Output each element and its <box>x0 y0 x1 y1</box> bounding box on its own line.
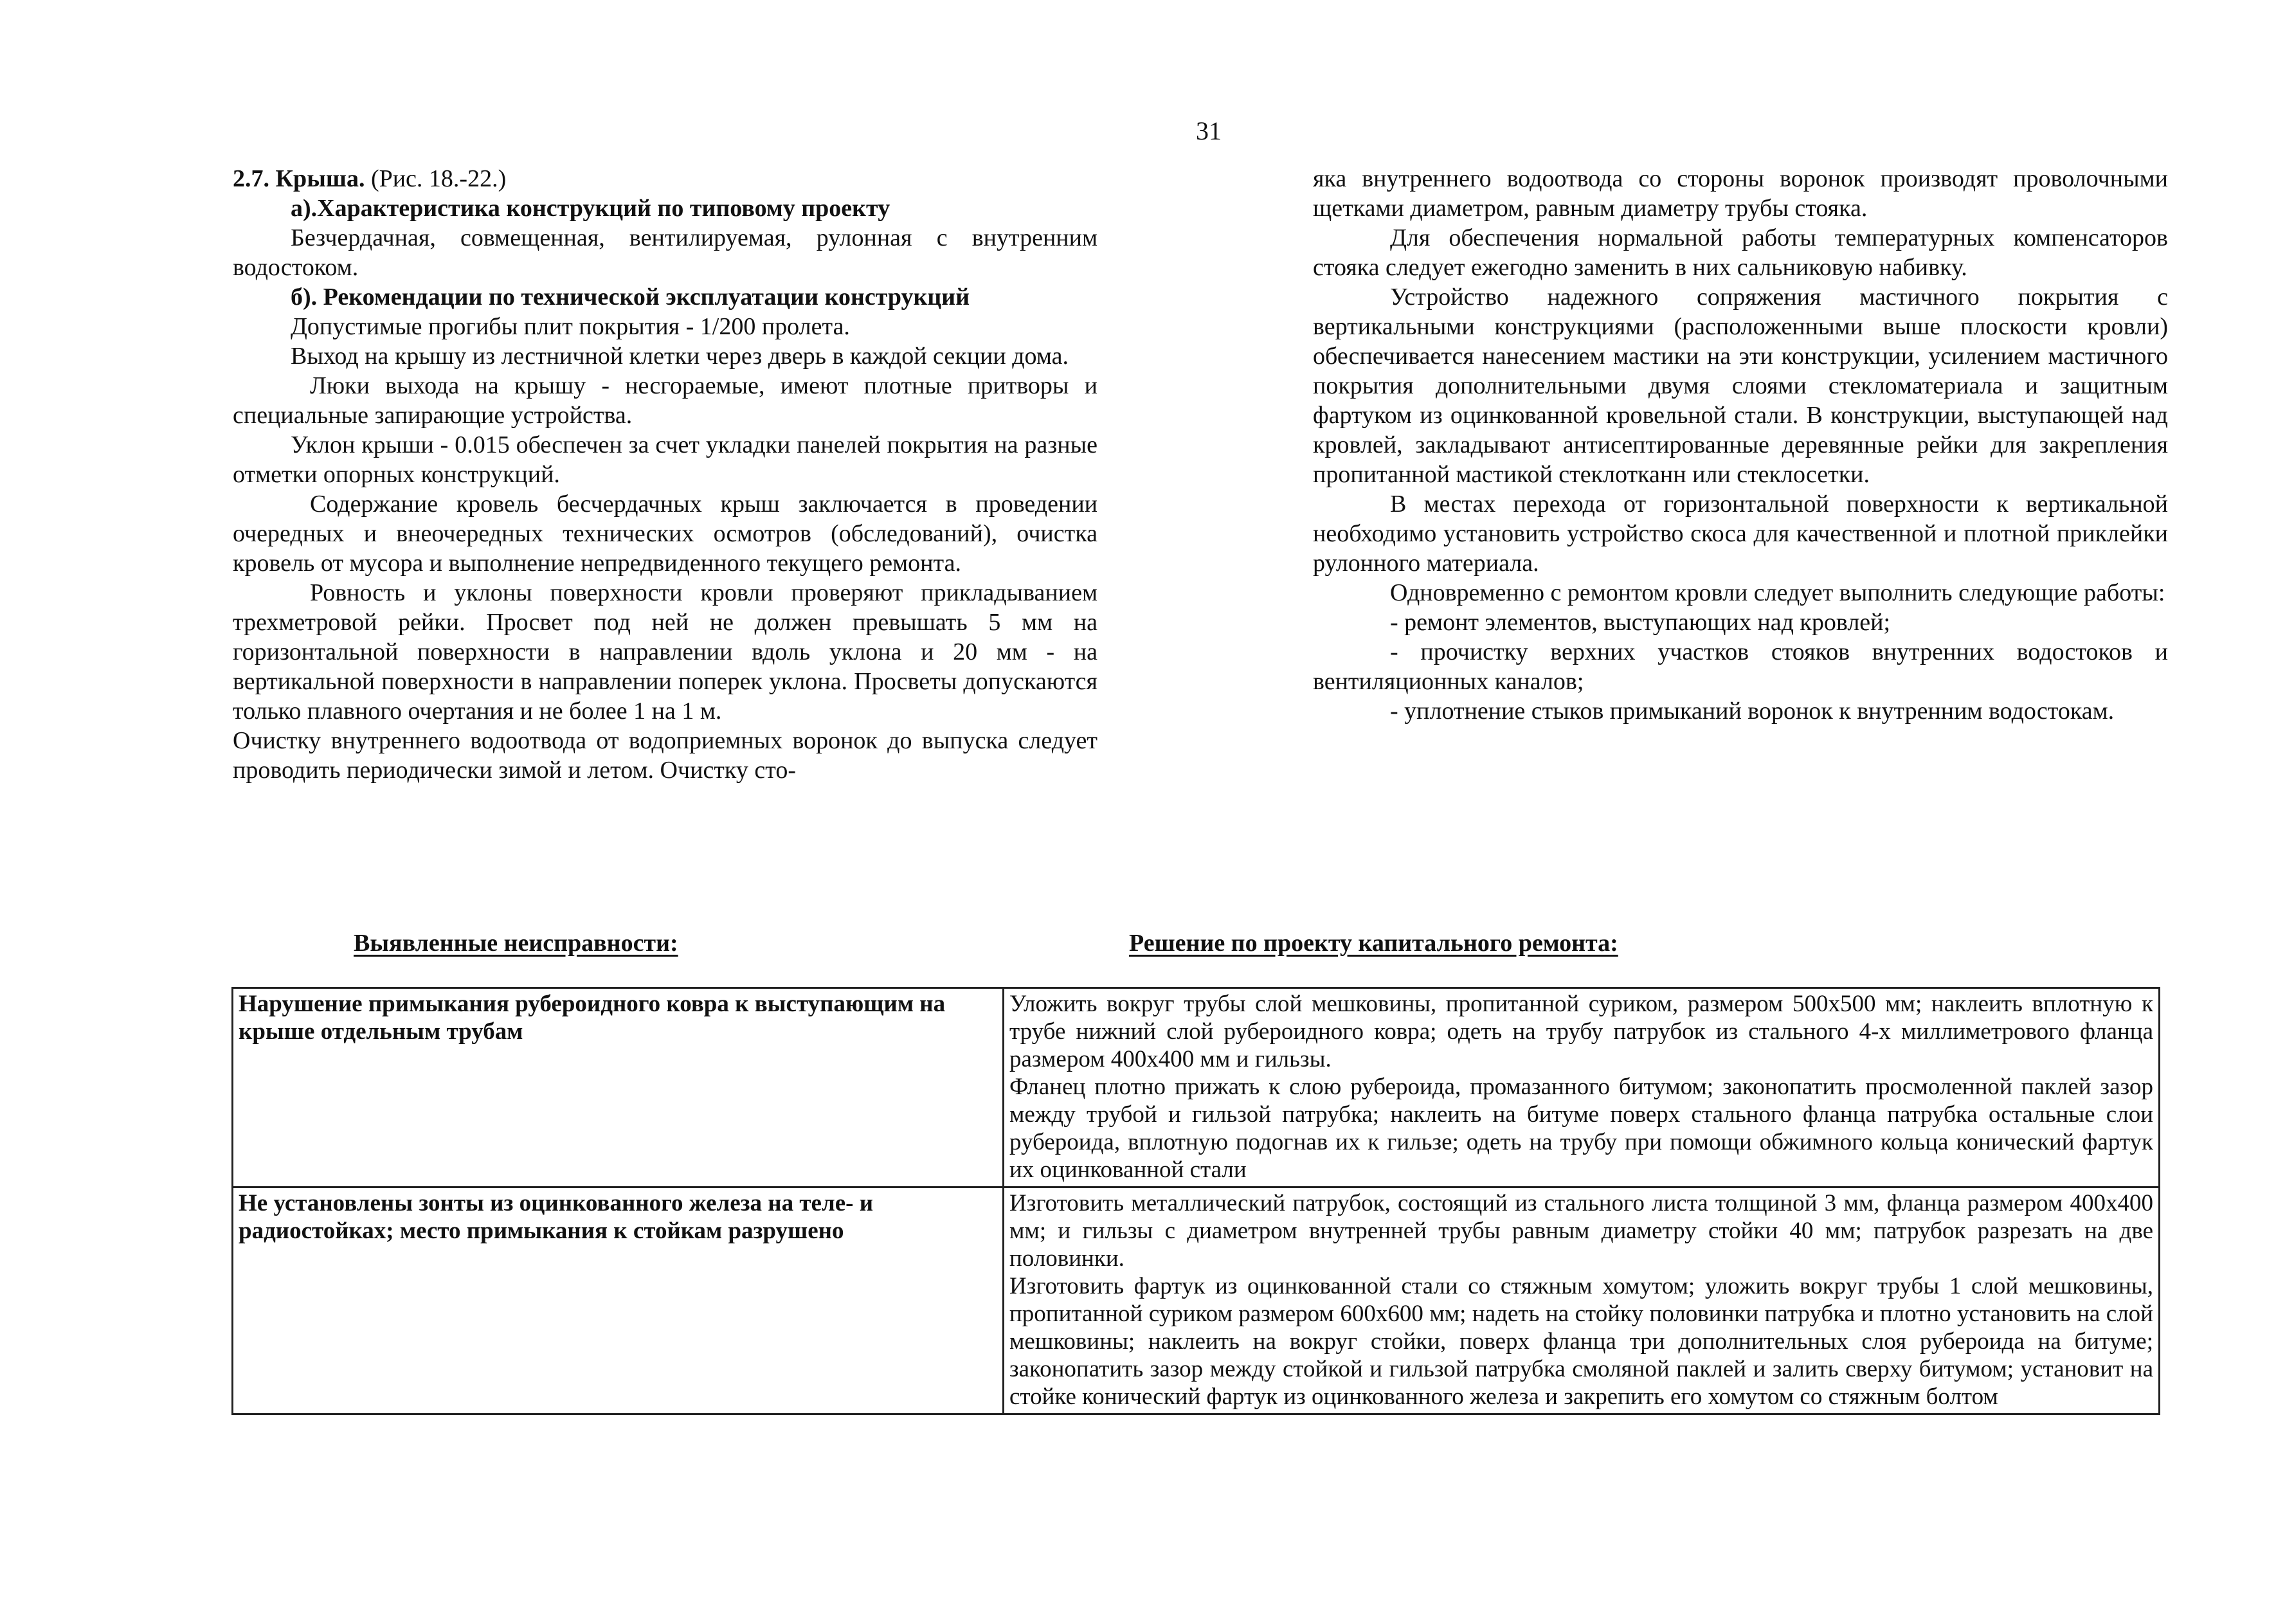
defects-heading: Выявленные неисправности: <box>354 930 678 957</box>
solution-paragraph: Изготовить металлический патрубок, состоящий из стального листа толщиной 3 мм, фланца размером 400х400 мм; и гильзы с диаметром внутренней трубы равным диаметру стойки 40 мм; патрубок разрезать на две половинки. <box>1009 1190 2153 1272</box>
solution-cell <box>1004 1187 2160 1414</box>
solution-paragraph: Изготовить фартук из оцинкованной стали со стяжным хомутом; уложить вокруг трубы 1 слой мешковины, пропитанной суриком размером 600х600 мм; надеть на стойку половинки патрубка и плотно установить на слой мешковины; наклеить на вокруг стойки, поверх фланца три дополнительных слоя рубероида на битуме; законопатить зазор между стойкой и гильзой патрубка смоляной паклей и залить сверху битумом; установит на стойке конический фартук из оцинкованного железа и закрепить его хомутом со стяжным болтом <box>1009 1273 2153 1410</box>
page-number: 31 <box>1196 116 1222 145</box>
list-item: - прочистку верхних участков стояков внутренних водостоков и вентиляционных каналов; <box>1313 638 2168 695</box>
solutions-heading: Решение по проекту капитального ремонта: <box>1129 930 1618 957</box>
solution-cell <box>1004 988 2160 1187</box>
table-row <box>233 1187 2160 1414</box>
solution-paragraph: Уложить вокруг трубы слой мешковины, пропитанной суриком, размером 500х500 мм; наклеить вплотную к трубе нижний слой рубероидного ковра; одеть на трубу патрубок из стального 4-х миллиметрового фланца размером 400х400 мм и гильзы. <box>1009 991 2153 1072</box>
defects-table <box>231 987 2160 1415</box>
paragraph: Содержание кровель бесчердачных крыш заключается в проведении очередных и внеочередных технических осмотров (обследований), очистка кровель от мусора и выполнение непредвиденного текущего ремонта. <box>233 491 1097 577</box>
paragraph: Уклон крыши - 0.015 обеспечен за счет укладки панелей покрытия на разные отметки опорных конструкций. <box>233 431 1097 488</box>
paragraph: Люки выхода на крышу - несгораемые, имеют плотные притворы и специальные запирающие устройства. <box>233 372 1097 429</box>
paragraph: Выход на крышу из лестничной клетки через дверь в каждой секции дома. <box>291 343 1069 370</box>
defect-cell: Нарушение примыкания рубероидного ковра к выступающим на крыше отдельным трубам <box>233 988 1004 1187</box>
paragraph: Очистку внутреннего водоотвода от водоприемных воронок до выпуска следует проводить периодически зимой и летом. Очистку сто- <box>233 727 1097 784</box>
section-title: 2.7. Крыша. <box>233 165 365 192</box>
left-column <box>233 164 1097 785</box>
subsection-a-heading: а).Характеристика конструкций по типовому проекту <box>291 195 890 222</box>
paragraph: Безчердачная, совмещенная, вентилируемая, рулонная с внутренним водостоком. <box>233 224 1097 281</box>
right-column <box>1313 164 2168 726</box>
paragraph: Устройство надежного сопряжения мастичного покрытия с вертикальными конструкциями (расположенными выше плоскости кровли) обеспечивается нанесением мастики на эти конструкции, усилением мастичного покрытия дополнительными двумя слоями стекломатериала и защитным фартуком из оцинкованной кровельной стали. В конструкции, выступающей над кровлей, закладывают антисептированные деревянные рейки для закрепления пропитанной мастикой стеклотканн или стеклосетки. <box>1313 284 2168 488</box>
defect-cell: Не установлены зонты из оцинкованного железа на теле- и радиостойках; место примыкания к стойкам разрушено <box>233 1187 1004 1414</box>
table-row <box>233 988 2160 1187</box>
section-heading <box>233 164 1097 194</box>
paragraph: Ровность и уклоны поверхности кровли проверяют прикладыванием трехметровой рейки. Просвет под ней не должен превышать 5 мм на горизонтальной поверхности в направлении вдоль уклона и 20 мм - на вертикальной поверхности в направлении поперек уклона. Просветы допускаются только плавного очертания и не более 1 на 1 м. <box>233 579 1097 725</box>
paragraph: Одновременно с ремонтом кровли следует выполнить следующие работы: <box>1390 579 2165 606</box>
list-item: - ремонт элементов, выступающих над кровлей; <box>1390 609 1891 636</box>
paragraph: Для обеспечения нормальной работы температурных компенсаторов стояка следует ежегодно заменить в них сальниковую набивку. <box>1313 224 2168 281</box>
subsection-b-heading: б). Рекомендации по технической эксплуатации конструкций <box>291 284 970 311</box>
paragraph: В местах перехода от горизонтальной поверхности к вертикальной необходимо установить устройство скоса для качественной и плотной приклейки рулонного материала. <box>1313 491 2168 577</box>
paragraph: яка внутреннего водоотвода со стороны воронок производят проволочными щетками диаметром, равным диаметру трубы стояка. <box>1313 165 2168 222</box>
section-figure-ref: (Рис. 18.-22.) <box>370 165 507 192</box>
paragraph: Допустимые прогибы плит покрытия - 1/200 пролета. <box>291 313 850 340</box>
list-item: - уплотнение стыков примыканий воронок к внутренним водостокам. <box>1390 698 2115 725</box>
solution-paragraph: Фланец плотно прижать к слою рубероида, промазанного битумом; законопатить просмоленной паклей зазор между трубой и гильзой патрубка; наклеить на битуме поверх стального фланца патрубка остальные слои рубероида, вплотную подогнав их к гильзе; одеть на трубу при помощи обжимного кольца конический фартук их оцинкованной стали <box>1009 1074 2153 1183</box>
